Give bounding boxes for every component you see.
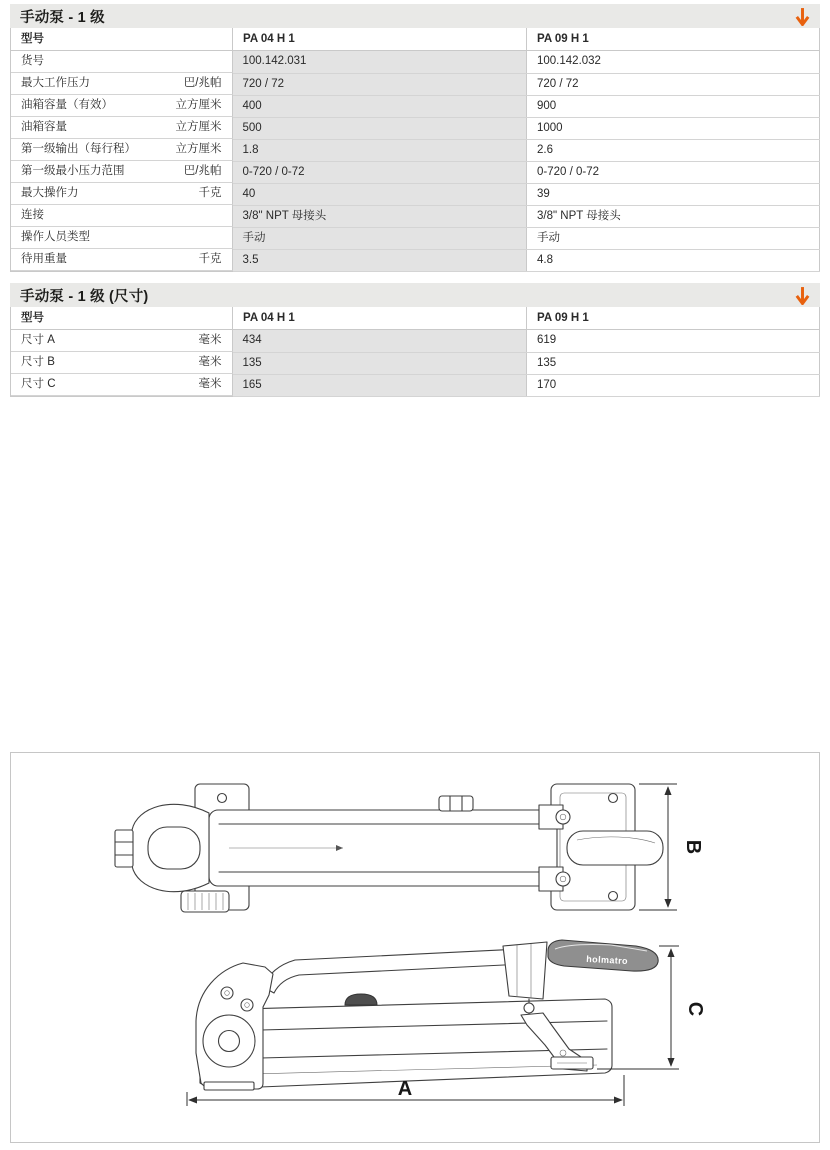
dimensions-table <box>10 307 820 397</box>
row-value-pa09: 135 <box>527 352 820 374</box>
spec-row <box>11 205 820 227</box>
row-value-pa04: 165 <box>233 374 527 397</box>
row-value-pa04: 40 <box>233 183 527 205</box>
model-name-pa09: PA 09 H 1 <box>527 307 820 330</box>
row-label: 最大工作压力 <box>21 77 90 89</box>
spec-row <box>11 330 820 353</box>
row-value-pa09: 1000 <box>527 117 820 139</box>
pump-top-view <box>115 784 663 912</box>
spec-row <box>11 51 820 74</box>
row-unit: 巴/兆帕 <box>183 77 222 89</box>
model-row <box>11 28 820 51</box>
row-value-pa09: 4.8 <box>527 249 820 272</box>
row-label: 尺寸 C <box>21 378 56 390</box>
row-label-cell <box>11 117 233 139</box>
row-label-cell <box>11 161 233 183</box>
row-value-pa04: 3.5 <box>233 249 527 272</box>
spec-row <box>11 95 820 117</box>
row-label: 第一级最小压力范围 <box>21 165 125 177</box>
row-label: 尺寸 B <box>21 356 55 368</box>
row-label-cell <box>11 249 233 271</box>
spec-row <box>11 183 820 205</box>
row-label-cell <box>11 205 233 227</box>
row-value-pa09: 3/8" NPT 母接头 <box>527 205 820 227</box>
pump-side-view <box>196 940 658 1090</box>
row-value-pa04: 720 / 72 <box>233 73 527 95</box>
handle-brand-label: holmatro <box>586 953 629 967</box>
section-header <box>10 283 820 307</box>
section-header <box>10 4 820 28</box>
spec-row <box>11 161 820 183</box>
row-label-cell <box>11 95 233 117</box>
row-label: 待用重量 <box>21 253 67 265</box>
row-label: 最大操作力 <box>21 187 79 199</box>
section-title: 手动泵 - 1 级 (尺寸) <box>20 288 149 305</box>
row-value-pa04: 1.8 <box>233 139 527 161</box>
row-value-pa09: 0-720 / 0-72 <box>527 161 820 183</box>
row-value-pa09: 100.142.032 <box>527 51 820 74</box>
row-value-pa04: 500 <box>233 117 527 139</box>
technical-drawing-panel <box>10 752 820 1143</box>
row-value-pa09: 39 <box>527 183 820 205</box>
model-name-pa04: PA 04 H 1 <box>233 307 527 330</box>
row-label-cell <box>11 374 233 396</box>
row-label: 油箱容量（有效） <box>21 99 113 111</box>
row-label: 连接 <box>21 209 44 221</box>
row-value-pa09: 2.6 <box>527 139 820 161</box>
row-label: 油箱容量 <box>21 121 67 133</box>
row-value-pa04: 434 <box>233 330 527 353</box>
pump-technical-drawing <box>11 753 819 1142</box>
row-label: 第一级输出（每行程） <box>21 143 136 155</box>
spec-section-main <box>10 4 820 272</box>
row-value-pa04: 100.142.031 <box>233 51 527 74</box>
row-unit: 千克 <box>198 253 222 265</box>
model-row <box>11 307 820 330</box>
dimension-a-label: A <box>397 1078 413 1100</box>
spec-row <box>11 117 820 139</box>
row-value-pa09: 720 / 72 <box>527 73 820 95</box>
model-header-label: 型号 <box>11 307 233 330</box>
row-value-pa04: 135 <box>233 352 527 374</box>
row-label-cell <box>11 139 233 161</box>
dimension-b-label: B <box>682 839 704 855</box>
row-label-cell <box>11 352 233 374</box>
row-label-cell <box>11 330 233 352</box>
section-title: 手动泵 - 1 级 <box>20 9 105 26</box>
row-label-cell <box>11 51 233 73</box>
row-unit: 巴/兆帕 <box>183 165 222 177</box>
model-header-label: 型号 <box>11 28 233 51</box>
spec-row <box>11 139 820 161</box>
spec-section-dimensions <box>10 283 820 397</box>
row-value-pa09: 170 <box>527 374 820 397</box>
spec-table <box>10 28 820 272</box>
spec-row <box>11 73 820 95</box>
row-unit: 毫米 <box>198 378 222 390</box>
row-value-pa09: 900 <box>527 95 820 117</box>
spec-row <box>11 352 820 374</box>
row-unit: 千克 <box>198 187 222 199</box>
row-value-pa04: 手动 <box>233 227 527 249</box>
model-name-pa04: PA 04 H 1 <box>233 28 527 51</box>
row-label: 操作人员类型 <box>21 231 90 243</box>
download-arrow-icon[interactable] <box>795 7 810 26</box>
row-value-pa04: 400 <box>233 95 527 117</box>
model-name-pa09: PA 09 H 1 <box>527 28 820 51</box>
row-unit: 立方厘米 <box>175 99 222 111</box>
row-label-cell <box>11 183 233 205</box>
row-value-pa04: 3/8" NPT 母接头 <box>233 205 527 227</box>
row-label-cell <box>11 73 233 95</box>
spec-row <box>11 374 820 397</box>
spec-row <box>11 249 820 272</box>
row-unit: 立方厘米 <box>175 121 222 133</box>
row-unit: 立方厘米 <box>175 143 222 155</box>
row-value-pa09: 手动 <box>527 227 820 249</box>
row-label: 尺寸 A <box>21 334 55 346</box>
row-unit: 毫米 <box>198 334 222 346</box>
row-label: 货号 <box>21 55 44 67</box>
spec-row <box>11 227 820 249</box>
download-arrow-icon[interactable] <box>795 286 810 305</box>
row-unit: 毫米 <box>198 356 222 368</box>
row-value-pa04: 0-720 / 0-72 <box>233 161 527 183</box>
dimension-c-label: C <box>684 1001 706 1017</box>
row-value-pa09: 619 <box>527 330 820 353</box>
row-label-cell <box>11 227 233 249</box>
